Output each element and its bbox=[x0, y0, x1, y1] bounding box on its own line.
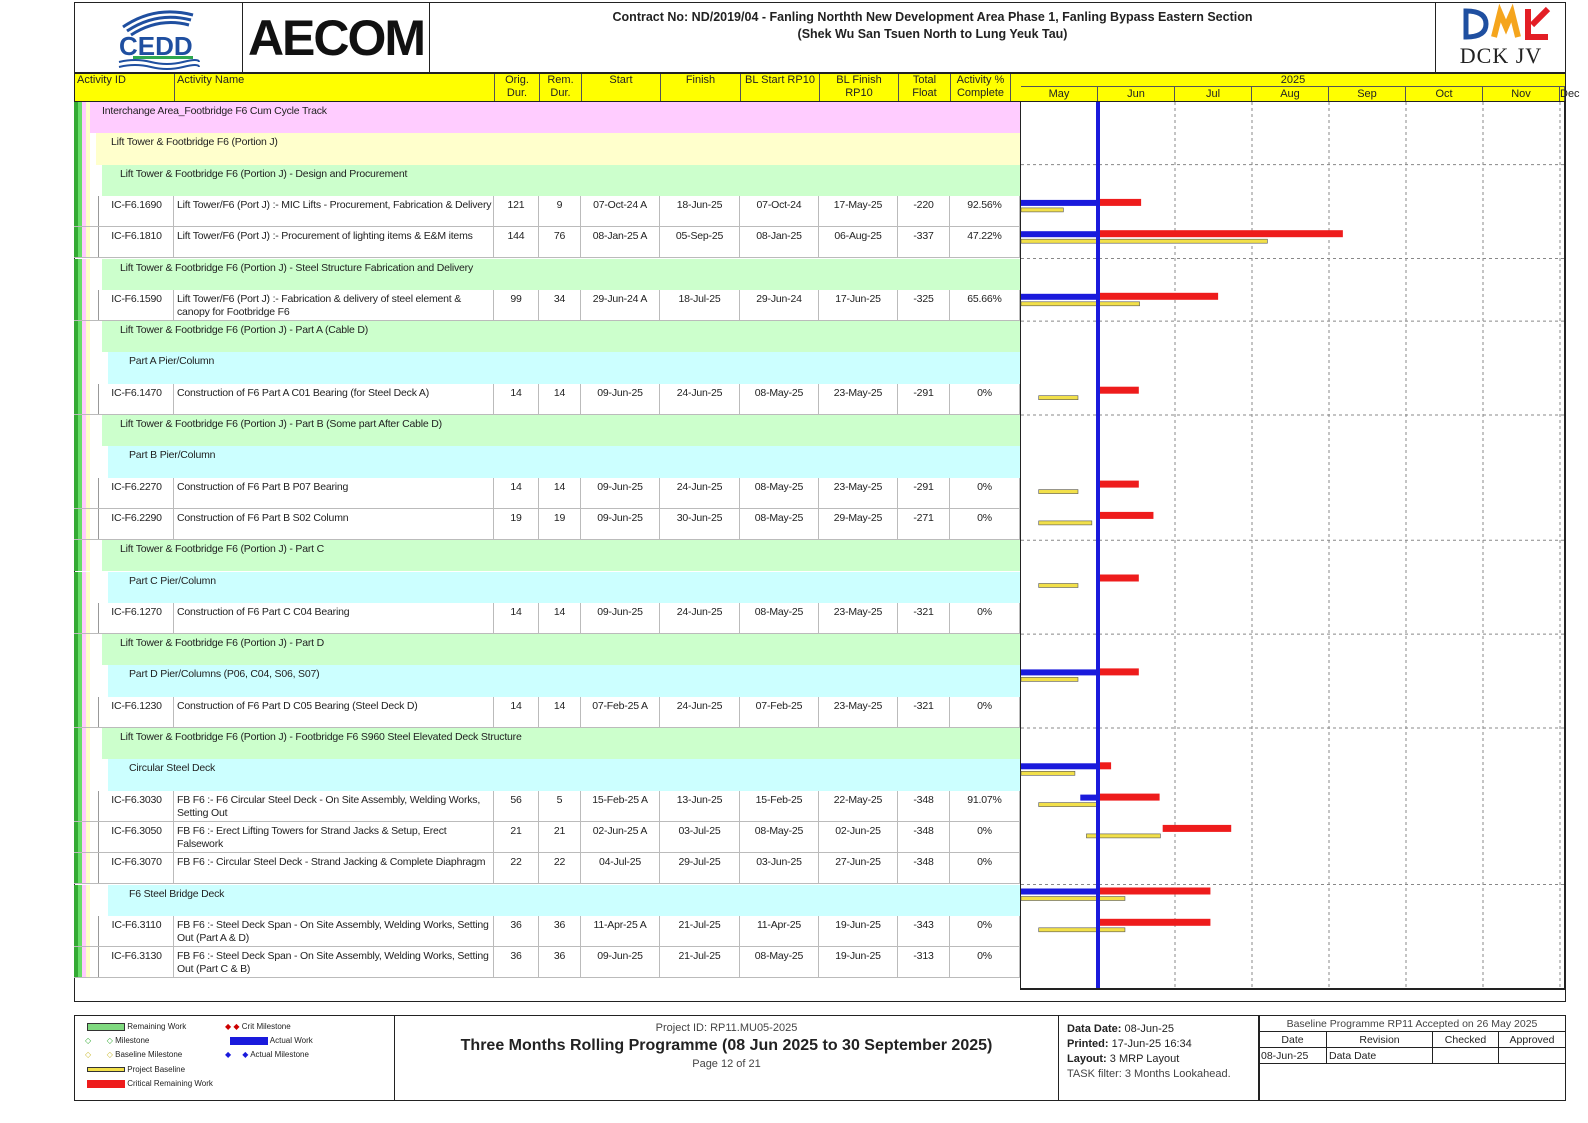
activity-row bbox=[74, 947, 1020, 978]
cell-rem: 22 bbox=[539, 853, 581, 883]
cedd-logo bbox=[75, 3, 243, 72]
group-band-row bbox=[74, 572, 1020, 603]
cell-float: -220 bbox=[898, 196, 950, 226]
aecom-logo: AECOM bbox=[243, 3, 430, 72]
cell-bl-finish: 19-Jun-25 bbox=[819, 947, 898, 977]
col-rem-dur: Rem. Dur. bbox=[540, 74, 582, 101]
data-date: 08-Jun-25 bbox=[1124, 1023, 1175, 1035]
cell-start: 07-Oct-24 A bbox=[581, 196, 660, 226]
cell-rem: 14 bbox=[539, 384, 581, 414]
footer-title-block bbox=[395, 1016, 1059, 1100]
cedd-logo-text: CEDD bbox=[119, 31, 193, 61]
cell-bl-start: 03-Jun-25 bbox=[740, 853, 819, 883]
legend-crit-milestone: ◆ ◆ Crit Milestone bbox=[225, 1022, 291, 1031]
cell-orig: 22 bbox=[494, 853, 539, 883]
baseline-bar bbox=[1039, 490, 1078, 494]
cell-bl-start: 08-Jan-25 bbox=[740, 227, 819, 257]
cell-orig: 14 bbox=[494, 384, 539, 414]
cell-orig: 121 bbox=[494, 196, 539, 226]
col-activity-name: Activity Name bbox=[175, 74, 495, 101]
actual-work-bar bbox=[1021, 231, 1098, 237]
cell-start: 11-Apr-25 A bbox=[581, 916, 660, 946]
cell-bl-start: 08-May-25 bbox=[740, 603, 819, 633]
activity-row bbox=[74, 478, 1020, 509]
rev-header-checked: Checked bbox=[1433, 1032, 1499, 1048]
cell-finish: 29-Jul-25 bbox=[660, 853, 740, 883]
cell-bl-start: 11-Apr-25 bbox=[740, 916, 819, 946]
revision-table bbox=[1259, 1016, 1565, 1100]
cell-pct: 91.07% bbox=[950, 791, 1020, 821]
cell-start: 04-Jul-25 bbox=[581, 853, 660, 883]
baseline-bar bbox=[1039, 584, 1078, 588]
rev-row-revision: Data Date bbox=[1329, 1048, 1433, 1064]
cell-name: Construction of F6 Part B S02 Column bbox=[174, 509, 494, 539]
group-band-label: Interchange Area_Footbridge F6 Cum Cycle Track bbox=[90, 102, 1020, 133]
activity-row bbox=[74, 227, 1020, 258]
cell-orig: 144 bbox=[494, 227, 539, 257]
cell-float: -313 bbox=[898, 947, 950, 977]
rev-row-date: 08-Jun-25 bbox=[1261, 1048, 1327, 1064]
col-orig-dur: Orig. Dur. bbox=[495, 74, 540, 101]
cell-pct: 0% bbox=[950, 509, 1020, 539]
rev-row-checked bbox=[1433, 1048, 1499, 1064]
rev-row-approved bbox=[1499, 1048, 1565, 1064]
month-label: Sep bbox=[1329, 87, 1406, 101]
cell-finish: 03-Jul-25 bbox=[660, 822, 740, 852]
activity-row bbox=[74, 509, 1020, 540]
cell-rem: 76 bbox=[539, 227, 581, 257]
col-bl-start: BL Start RP10 bbox=[741, 74, 820, 101]
column-header-row bbox=[74, 73, 1580, 102]
col-start: Start bbox=[582, 74, 661, 101]
critical-remaining-bar bbox=[1098, 199, 1141, 206]
col-activity-id: Activity ID bbox=[75, 74, 175, 101]
actual-work-bar bbox=[1021, 889, 1098, 895]
group-band-row bbox=[74, 259, 1020, 290]
critical-remaining-bar bbox=[1099, 512, 1154, 519]
baseline-bar bbox=[1021, 897, 1125, 901]
cell-start: 09-Jun-25 bbox=[581, 947, 660, 977]
cell-name: Construction of F6 Part B P07 Bearing bbox=[174, 478, 494, 508]
cell-name: Lift Tower/F6 (Port J) :- Fabrication & delivery of steel element & canopy for Footbridge F6 bbox=[174, 290, 494, 320]
col-bl-finish: BL Finish RP10 bbox=[820, 74, 899, 101]
legend-critical-remaining: Critical Remaining Work bbox=[87, 1079, 213, 1088]
cell-bl-finish: 22-May-25 bbox=[819, 791, 898, 821]
cell-pct: 0% bbox=[950, 853, 1020, 883]
legend-project-baseline: Project Baseline bbox=[87, 1065, 185, 1074]
cell-name: FB F6 :- Circular Steel Deck - Strand Jacking & Complete Diaphragm bbox=[174, 853, 494, 883]
cell-finish: 24-Jun-25 bbox=[660, 384, 740, 414]
cell-finish: 21-Jul-25 bbox=[660, 916, 740, 946]
cell-rem: 5 bbox=[539, 791, 581, 821]
cell-name: FB F6 :- Steel Deck Span - On Site Assembly, Welding Works, Setting Out (Part A & D) bbox=[174, 916, 494, 946]
cell-bl-start: 08-May-25 bbox=[740, 947, 819, 977]
timeline-month-row bbox=[1021, 87, 1580, 101]
cell-orig: 21 bbox=[494, 822, 539, 852]
cell-float: -291 bbox=[898, 478, 950, 508]
title-block bbox=[74, 2, 1566, 73]
cell-bl-start: 08-May-25 bbox=[740, 509, 819, 539]
cell-pct: 47.22% bbox=[950, 227, 1020, 257]
cell-start: 09-Jun-25 bbox=[581, 478, 660, 508]
cell-name: Lift Tower/F6 (Port J) :- MIC Lifts - Procurement, Fabrication & Delivery bbox=[174, 196, 494, 226]
cell-rem: 14 bbox=[539, 478, 581, 508]
critical-remaining-bar bbox=[1098, 794, 1160, 801]
cell-id: IC-F6.1270 bbox=[100, 603, 174, 633]
baseline-bar bbox=[1021, 302, 1140, 306]
group-band-row bbox=[74, 759, 1020, 790]
legend bbox=[75, 1016, 395, 1100]
cell-float: -321 bbox=[898, 603, 950, 633]
cell-float: -271 bbox=[898, 509, 950, 539]
critical-remaining-bar bbox=[1098, 888, 1210, 895]
baseline-bar bbox=[1021, 771, 1075, 775]
cell-id: IC-F6.2290 bbox=[100, 509, 174, 539]
cell-float: -343 bbox=[898, 916, 950, 946]
group-band-row bbox=[74, 446, 1020, 477]
cell-orig: 36 bbox=[494, 916, 539, 946]
baseline-bar bbox=[1039, 521, 1092, 525]
cell-start: 09-Jun-25 bbox=[581, 603, 660, 633]
group-band-label: Part C Pier/Column bbox=[108, 572, 1020, 603]
activity-row bbox=[74, 822, 1020, 853]
month-label: Jul bbox=[1175, 87, 1252, 101]
critical-remaining-bar bbox=[1098, 293, 1218, 300]
actual-work-bar bbox=[1021, 294, 1098, 300]
group-band-label: Lift Tower & Footbridge F6 (Portion J) - Part D bbox=[102, 634, 1020, 665]
baseline-bar bbox=[1021, 677, 1078, 681]
cell-float: -348 bbox=[898, 791, 950, 821]
print-info: Data Date: 08-Jun-25 Printed: 17-Jun-25 16:34 Layout: 3 MRP Layout TASK filter: 3 Months Lookahead. bbox=[1059, 1016, 1259, 1100]
group-band-label: Lift Tower & Footbridge F6 (Portion J) - Footbridge F6 S960 Steel Elevated Deck Structure bbox=[102, 728, 1020, 759]
contract-title bbox=[430, 3, 1435, 72]
cell-finish: 05-Sep-25 bbox=[660, 227, 740, 257]
group-band-label: Circular Steel Deck bbox=[108, 759, 1020, 790]
cell-rem: 36 bbox=[539, 916, 581, 946]
layout-name: 3 MRP Layout bbox=[1109, 1053, 1180, 1065]
col-pct-complete: Activity % Complete bbox=[951, 74, 1011, 101]
dck-jv-logo bbox=[1435, 3, 1565, 72]
cell-bl-start: 07-Feb-25 bbox=[740, 697, 819, 727]
critical-remaining-bar bbox=[1099, 387, 1139, 394]
cell-float: -321 bbox=[898, 697, 950, 727]
cell-finish: 18-Jun-25 bbox=[660, 196, 740, 226]
cell-float: -325 bbox=[898, 290, 950, 320]
cell-start: 15-Feb-25 A bbox=[581, 791, 660, 821]
month-label: Jun bbox=[1098, 87, 1175, 101]
cell-id: IC-F6.1590 bbox=[100, 290, 174, 320]
group-band-row bbox=[74, 728, 1020, 759]
group-band-row bbox=[74, 165, 1020, 196]
cell-bl-finish: 17-Jun-25 bbox=[819, 290, 898, 320]
activity-row bbox=[74, 916, 1020, 947]
cell-id: IC-F6.3110 bbox=[100, 916, 174, 946]
cell-id: IC-F6.3130 bbox=[100, 947, 174, 977]
group-band-row bbox=[74, 415, 1020, 446]
actual-work-bar bbox=[1021, 200, 1098, 206]
footer-block bbox=[74, 1015, 1566, 1101]
group-band-label: Lift Tower & Footbridge F6 (Portion J) bbox=[96, 133, 1020, 164]
cell-orig: 36 bbox=[494, 947, 539, 977]
cell-finish: 24-Jun-25 bbox=[660, 478, 740, 508]
cell-finish: 24-Jun-25 bbox=[660, 697, 740, 727]
cell-rem: 14 bbox=[539, 603, 581, 633]
cell-name: FB F6 :- Steel Deck Span - On Site Assembly, Welding Works, Setting Out (Part C & B) bbox=[174, 947, 494, 977]
critical-remaining-bar bbox=[1098, 230, 1343, 237]
contract-line-2: (Shek Wu San Tsuen North to Lung Yeuk Tau) bbox=[797, 27, 1068, 41]
cell-bl-start: 08-May-25 bbox=[740, 822, 819, 852]
group-band-label: Lift Tower & Footbridge F6 (Portion J) - Part B (Some part After Cable D) bbox=[102, 415, 1020, 446]
rev-header-date: Date bbox=[1259, 1032, 1327, 1048]
cell-pct: 0% bbox=[950, 478, 1020, 508]
cell-finish: 18-Jul-25 bbox=[660, 290, 740, 320]
critical-remaining-bar bbox=[1099, 575, 1139, 582]
cell-bl-finish: 23-May-25 bbox=[819, 478, 898, 508]
dck-jv-text: DCK JV bbox=[1459, 43, 1543, 68]
group-band-label: Lift Tower & Footbridge F6 (Portion J) - Steel Structure Fabrication and Delivery bbox=[102, 259, 1020, 290]
group-band-row bbox=[74, 540, 1020, 571]
cell-orig: 14 bbox=[494, 478, 539, 508]
timeline-year: 2025 bbox=[1021, 74, 1565, 87]
group-band-label: Part B Pier/Column bbox=[108, 446, 1020, 477]
cell-orig: 56 bbox=[494, 791, 539, 821]
cell-finish: 24-Jun-25 bbox=[660, 603, 740, 633]
legend-actual-milestone: ◆ ◆ Actual Milestone bbox=[225, 1050, 309, 1059]
cell-pct: 92.56% bbox=[950, 196, 1020, 226]
cell-start: 07-Feb-25 A bbox=[581, 697, 660, 727]
cell-name: Construction of F6 Part C C04 Bearing bbox=[174, 603, 494, 633]
cell-bl-finish: 23-May-25 bbox=[819, 384, 898, 414]
cell-bl-finish: 17-May-25 bbox=[819, 196, 898, 226]
printed-date: 17-Jun-25 16:34 bbox=[1111, 1038, 1192, 1050]
cell-id: IC-F6.1230 bbox=[100, 697, 174, 727]
group-band-row bbox=[74, 885, 1020, 916]
group-band-row bbox=[74, 102, 1020, 133]
activity-row bbox=[74, 853, 1020, 884]
activity-row bbox=[74, 196, 1020, 227]
cell-orig: 99 bbox=[494, 290, 539, 320]
gantt-svg bbox=[1021, 102, 1565, 988]
project-id: Project ID: RP11.MU05-2025 bbox=[655, 1022, 798, 1034]
critical-remaining-bar bbox=[1098, 668, 1139, 675]
legend-remaining-work: Remaining Work bbox=[87, 1022, 186, 1031]
cell-pct: 65.66% bbox=[950, 290, 1020, 320]
activity-row bbox=[74, 791, 1020, 822]
cell-rem: 14 bbox=[539, 697, 581, 727]
legend-baseline-milestone: ◇ ◇ Baseline Milestone bbox=[85, 1050, 183, 1059]
col-finish: Finish bbox=[661, 74, 741, 101]
cell-orig: 19 bbox=[494, 509, 539, 539]
cell-bl-finish: 19-Jun-25 bbox=[819, 916, 898, 946]
group-band-label: Part D Pier/Columns (P06, C04, S06, S07) bbox=[108, 665, 1020, 696]
cell-float: -348 bbox=[898, 822, 950, 852]
actual-work-bar bbox=[1021, 763, 1098, 769]
cell-rem: 36 bbox=[539, 947, 581, 977]
cell-id: IC-F6.3030 bbox=[100, 791, 174, 821]
cell-name: Lift Tower/F6 (Port J) :- Procurement of lighting items & E&M items bbox=[174, 227, 494, 257]
month-label: Aug bbox=[1252, 87, 1329, 101]
month-label: Dec bbox=[1560, 88, 1580, 100]
month-label: Nov bbox=[1483, 87, 1560, 101]
cell-id: IC-F6.1470 bbox=[100, 384, 174, 414]
cell-pct: 0% bbox=[950, 822, 1020, 852]
cell-finish: 30-Jun-25 bbox=[660, 509, 740, 539]
cell-start: 29-Jun-24 A bbox=[581, 290, 660, 320]
page-number: Page 12 of 21 bbox=[692, 1058, 761, 1070]
cell-name: FB F6 :- Erect Lifting Towers for Strand Jacks & Setup, Erect Falsework bbox=[174, 822, 494, 852]
critical-remaining-bar bbox=[1098, 919, 1210, 926]
group-band-row bbox=[74, 665, 1020, 696]
cell-bl-start: 29-Jun-24 bbox=[740, 290, 819, 320]
group-band-row bbox=[74, 133, 1020, 164]
gantt-chart bbox=[1020, 102, 1566, 990]
cell-bl-start: 08-May-25 bbox=[740, 478, 819, 508]
cell-pct: 0% bbox=[950, 947, 1020, 977]
group-band-label: Lift Tower & Footbridge F6 (Portion J) - Part C bbox=[102, 540, 1020, 571]
cell-rem: 21 bbox=[539, 822, 581, 852]
cell-name: Construction of F6 Part A C01 Bearing (for Steel Deck A) bbox=[174, 384, 494, 414]
group-band-label: F6 Steel Bridge Deck bbox=[108, 885, 1020, 916]
cell-start: 08-Jan-25 A bbox=[581, 227, 660, 257]
cell-pct: 0% bbox=[950, 916, 1020, 946]
cell-bl-start: 08-May-25 bbox=[740, 384, 819, 414]
activity-row bbox=[74, 697, 1020, 728]
legend-milestone: ◇ ◇ Milestone bbox=[85, 1036, 150, 1045]
cell-float: -337 bbox=[898, 227, 950, 257]
cell-bl-finish: 29-May-25 bbox=[819, 509, 898, 539]
col-total-float: Total Float bbox=[899, 74, 951, 101]
cell-bl-finish: 02-Jun-25 bbox=[819, 822, 898, 852]
cell-pct: 0% bbox=[950, 697, 1020, 727]
group-band-label: Lift Tower & Footbridge F6 (Portion J) - Part A (Cable D) bbox=[102, 321, 1020, 352]
task-filter: TASK filter: 3 Months Lookahead. bbox=[1067, 1068, 1231, 1080]
cell-id: IC-F6.2270 bbox=[100, 478, 174, 508]
cell-id: IC-F6.3050 bbox=[100, 822, 174, 852]
critical-remaining-bar bbox=[1163, 825, 1232, 832]
cell-pct: 0% bbox=[950, 384, 1020, 414]
cell-pct: 0% bbox=[950, 603, 1020, 633]
cell-id: IC-F6.3070 bbox=[100, 853, 174, 883]
cell-orig: 14 bbox=[494, 697, 539, 727]
actual-work-bar bbox=[1080, 795, 1098, 801]
group-band-row bbox=[74, 352, 1020, 383]
cell-id: IC-F6.1810 bbox=[100, 227, 174, 257]
activity-row bbox=[74, 603, 1020, 634]
group-band-label: Lift Tower & Footbridge F6 (Portion J) - Design and Procurement bbox=[102, 165, 1020, 196]
critical-remaining-bar bbox=[1099, 481, 1139, 488]
cell-finish: 21-Jul-25 bbox=[660, 947, 740, 977]
baseline-bar bbox=[1039, 396, 1078, 400]
cell-bl-finish: 23-May-25 bbox=[819, 603, 898, 633]
legend-actual-work: Actual Work bbox=[230, 1036, 313, 1045]
baseline-note: Baseline Programme RP11 Accepted on 26 May 2025 bbox=[1259, 1016, 1565, 1032]
cell-float: -291 bbox=[898, 384, 950, 414]
cell-start: 09-Jun-25 bbox=[581, 384, 660, 414]
group-band-row bbox=[74, 321, 1020, 352]
rev-header-revision: Revision bbox=[1327, 1032, 1433, 1048]
cell-float: -348 bbox=[898, 853, 950, 883]
cell-start: 09-Jun-25 bbox=[581, 509, 660, 539]
activity-row bbox=[74, 290, 1020, 321]
month-label: May bbox=[1021, 87, 1098, 101]
baseline-bar bbox=[1039, 928, 1125, 932]
cell-name: FB F6 :- F6 Circular Steel Deck - On Site Assembly, Welding Works, Setting Out bbox=[174, 791, 494, 821]
cell-rem: 9 bbox=[539, 196, 581, 226]
rev-header-approved: Approved bbox=[1509, 1034, 1555, 1046]
cell-bl-finish: 23-May-25 bbox=[819, 697, 898, 727]
actual-work-bar bbox=[1021, 669, 1098, 675]
group-band-row bbox=[74, 634, 1020, 665]
cell-finish: 13-Jun-25 bbox=[660, 791, 740, 821]
cell-name: Construction of F6 Part D C05 Bearing (Steel Deck D) bbox=[174, 697, 494, 727]
baseline-bar bbox=[1039, 803, 1100, 807]
activity-row bbox=[74, 384, 1020, 415]
baseline-bar bbox=[1021, 239, 1267, 243]
month-label: Oct bbox=[1406, 87, 1483, 101]
cell-rem: 34 bbox=[539, 290, 581, 320]
cell-bl-start: 07-Oct-24 bbox=[740, 196, 819, 226]
contract-line-1: Contract No: ND/2019/04 - Fanling Northth New Development Area Phase 1, Fanling Bypass Eastern Section bbox=[612, 10, 1253, 24]
group-band-label: Part A Pier/Column bbox=[108, 352, 1020, 383]
cell-orig: 14 bbox=[494, 603, 539, 633]
cell-rem: 19 bbox=[539, 509, 581, 539]
programme-title: Three Months Rolling Programme (08 Jun 2025 to 30 September 2025) bbox=[460, 1037, 993, 1054]
cell-bl-finish: 27-Jun-25 bbox=[819, 853, 898, 883]
cell-start: 02-Jun-25 A bbox=[581, 822, 660, 852]
baseline-bar bbox=[1021, 208, 1063, 212]
cell-bl-finish: 06-Aug-25 bbox=[819, 227, 898, 257]
cell-bl-start: 15-Feb-25 bbox=[740, 791, 819, 821]
activity-table bbox=[74, 102, 1020, 990]
cell-id: IC-F6.1690 bbox=[100, 196, 174, 226]
